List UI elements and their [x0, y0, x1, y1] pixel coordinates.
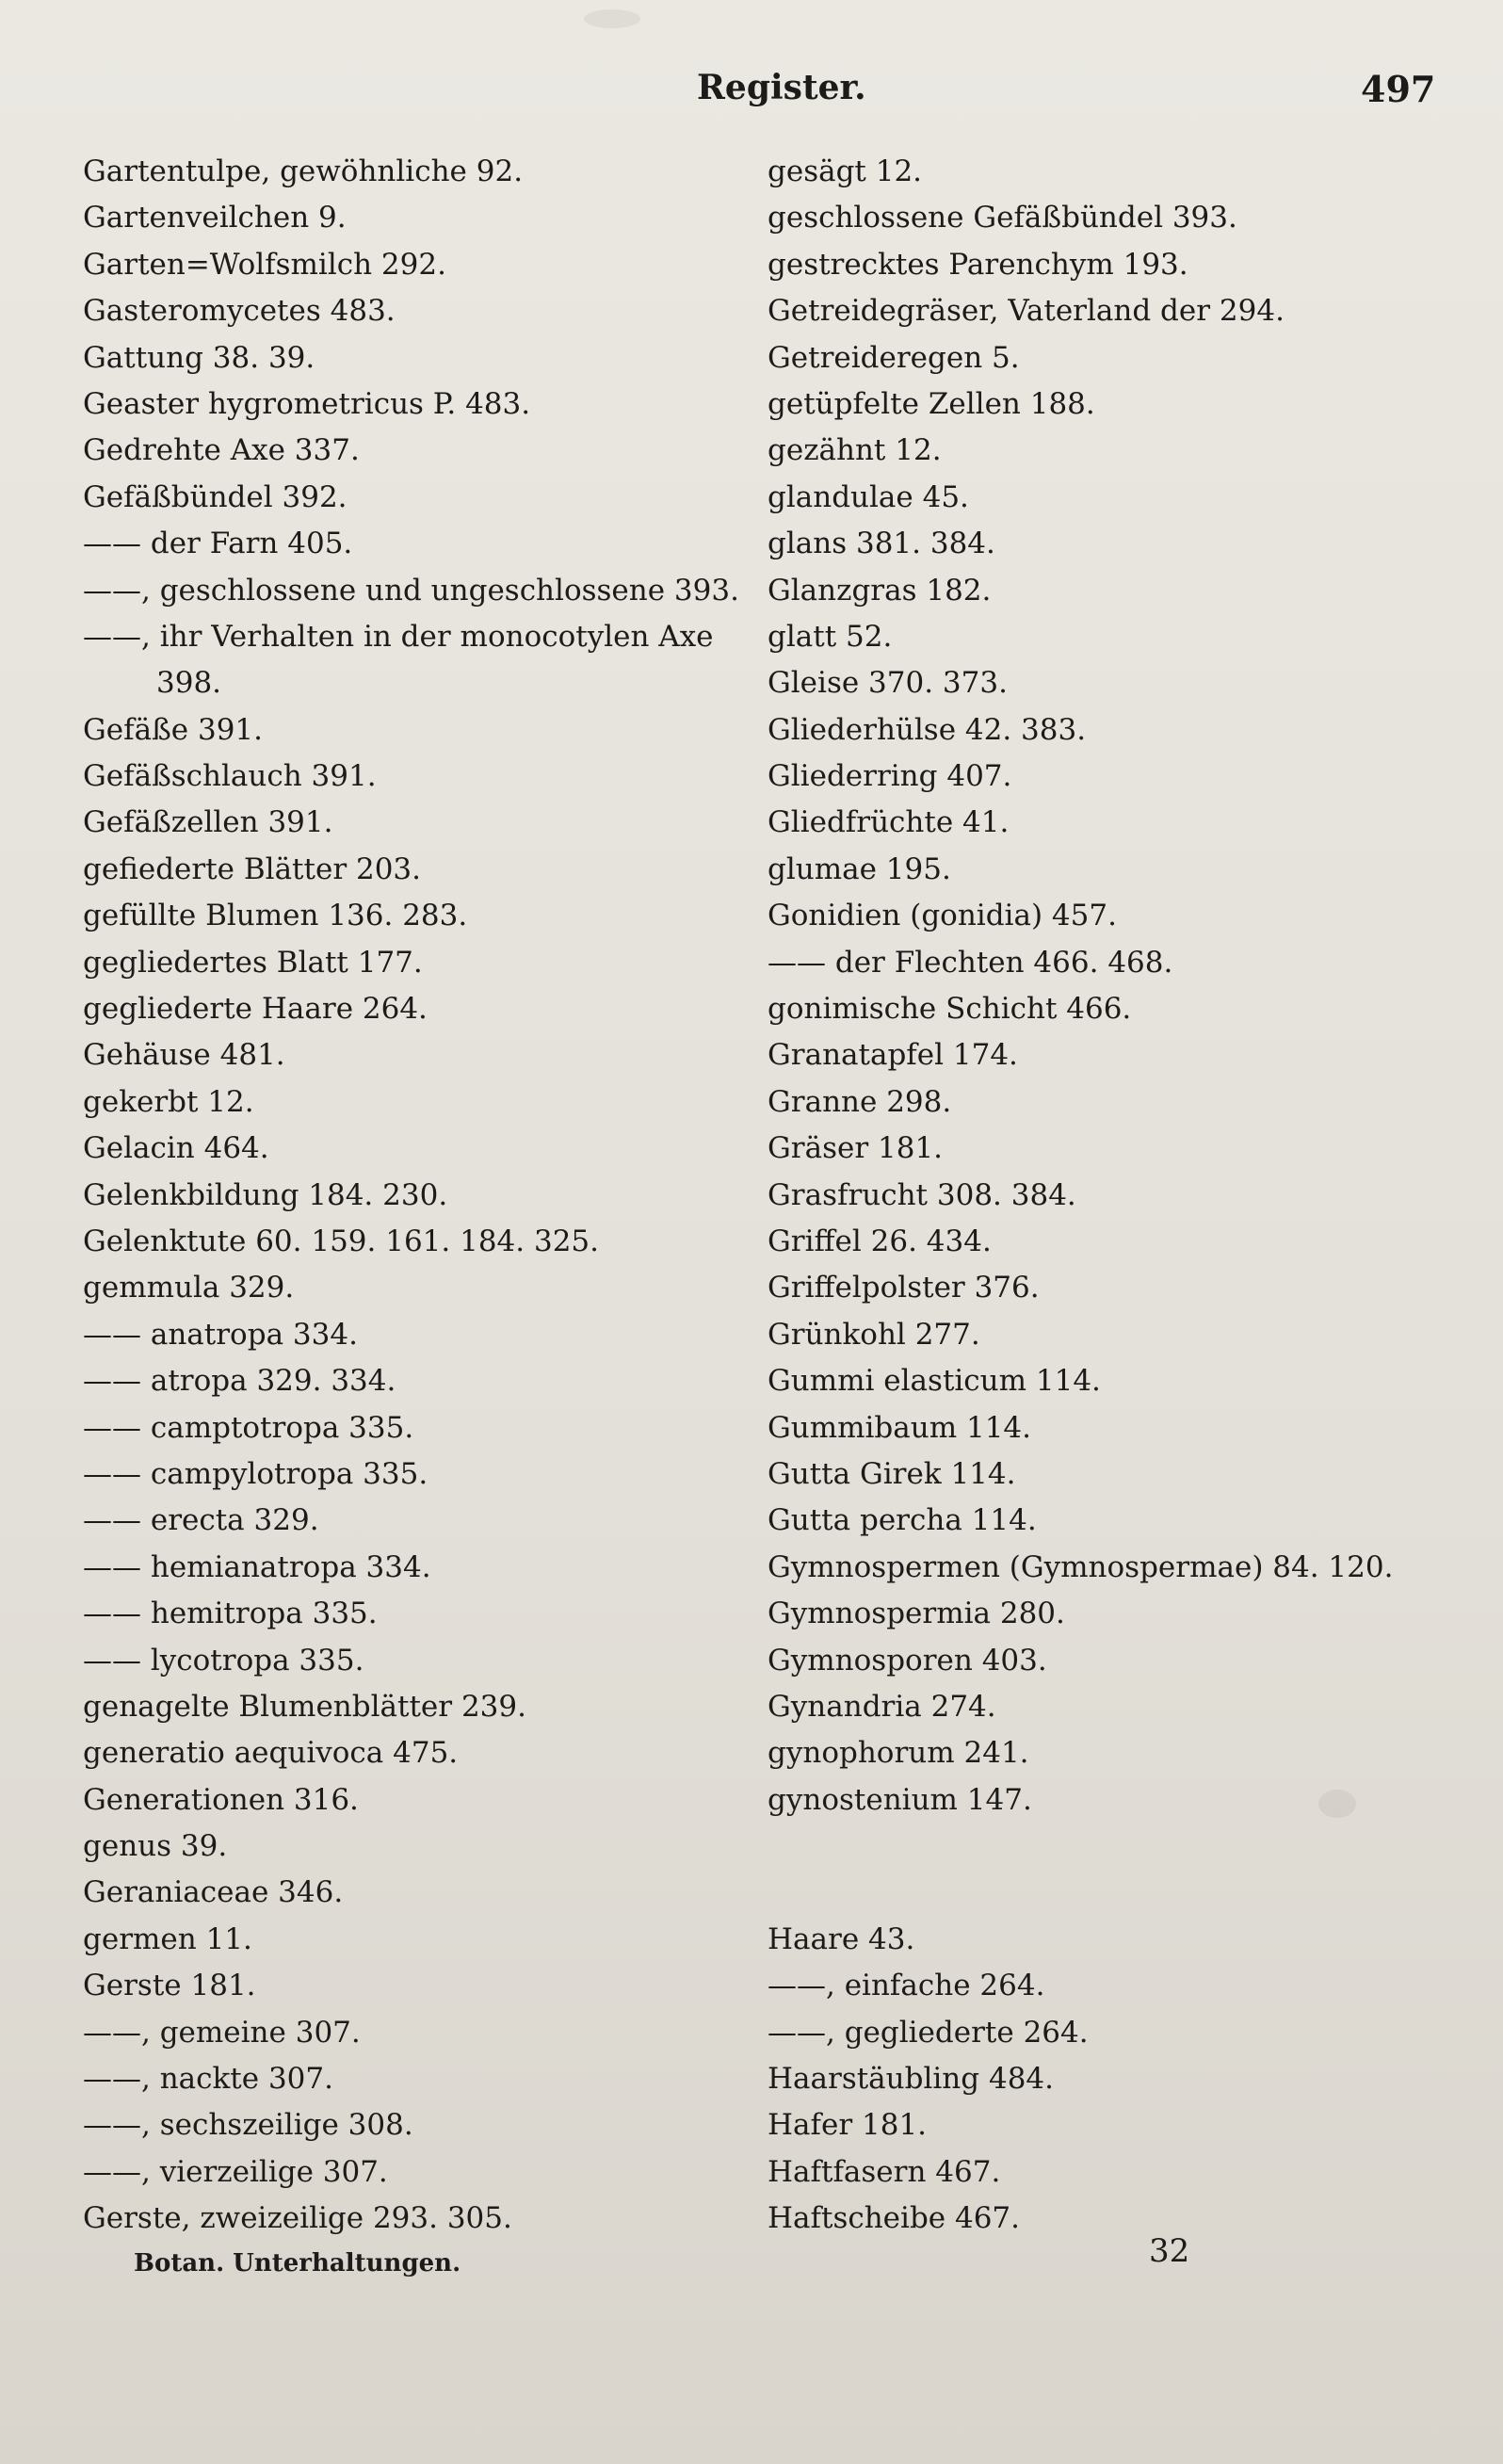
index-entry: —— atropa 329. 334. [83, 1364, 396, 1399]
index-entry: —— der Farn 405. [83, 527, 353, 561]
index-column-left [83, 149, 742, 2243]
index-entry: —— camptotropa 335. [83, 1410, 414, 1445]
index-entry: Gliederhülse 42. 383. [768, 712, 1087, 747]
index-entry: —— erecta 329. [83, 1503, 319, 1538]
index-entry: Hafer 181. [768, 2108, 928, 2143]
index-entry: Haftfasern 467. [768, 2154, 1001, 2189]
index-entry: Gonidien (gonidia) 457. [768, 899, 1117, 933]
index-entry: ——, sechszeilige 308. [83, 2108, 413, 2143]
index-entry: Griffel 26. 434. [768, 1224, 992, 1258]
index-entry: Gutta Girek 114. [768, 1456, 1016, 1491]
page-header [0, 68, 1503, 124]
index-entry: gynophorum 241. [768, 1736, 1029, 1771]
index-entry: Gefäßbündel 392. [83, 479, 347, 514]
index-entry: Gartenveilchen 9. [83, 201, 347, 235]
index-entry: —— hemitropa 335. [83, 1597, 378, 1631]
index-entry: Gelacin 464. [83, 1131, 269, 1166]
index-entry: ——, gemeine 307. [83, 2015, 361, 2050]
index-entry: Gelenkbildung 184. 230. [83, 1177, 448, 1212]
index-entry: ——, nackte 307. [83, 2062, 333, 2097]
index-entry: genagelte Blumenblätter 239. [83, 1689, 526, 1724]
index-entry: —— hemianatropa 334. [83, 1549, 431, 1584]
ink-spot [584, 9, 640, 28]
index-entry: Gerste 181. [83, 1969, 256, 2003]
index-entry: Geaster hygrometricus P. 483. [83, 386, 531, 421]
index-entry: Gymnosporen 403. [768, 1643, 1047, 1678]
index-entry: Gasteromycetes 483. [83, 294, 396, 329]
index-entry: Getreidegräser, Vaterland der 294. [768, 294, 1285, 329]
index-entry [768, 1870, 1427, 1916]
index-entry [768, 1824, 1427, 1870]
index-entry: gonimische Schicht 466. [768, 992, 1132, 1027]
index-entry: Granatapfel 174. [768, 1038, 1018, 1073]
index-entry: —— lycotropa 335. [83, 1643, 364, 1678]
index-entry: Gymnospermia 280. [768, 1597, 1065, 1631]
index-entry: —— der Flechten 466. 468. [768, 945, 1173, 980]
index-entry: —— anatropa 334. [83, 1317, 358, 1352]
index-entry: geschlossene Gefäßbündel 393. [768, 201, 1237, 235]
index-entry: glans 381. 384. [768, 527, 995, 561]
index-entry: ——, vierzeilige 307. [83, 2154, 388, 2189]
index-entry: germen 11. [83, 1921, 252, 1956]
page-number: 497 [1361, 68, 1436, 110]
index-entry: gefüllte Blumen 136. 283. [83, 899, 468, 933]
index-entry: Gliedfrüchte 41. [768, 805, 1010, 840]
index-entry: gemmula 329. [83, 1271, 295, 1305]
index-entry: gegliederte Haare 264. [83, 992, 428, 1027]
index-entry: Glanzgras 182. [768, 573, 992, 608]
index-entry: Gefäßzellen 391. [83, 805, 333, 840]
index-entry: ——, einfache 264. [768, 1969, 1045, 2003]
index-entry: Grasfrucht 308. 384. [768, 1177, 1076, 1212]
index-entry: Griffelpolster 376. [768, 1271, 1040, 1305]
index-column-right [768, 149, 1427, 2243]
signature-mark: 32 [1149, 2232, 1190, 2270]
index-entry: Haarstäubling 484. [768, 2062, 1054, 2097]
index-entry: gekerbt 12. [83, 1084, 254, 1119]
index-entry: Gliederring 407. [768, 759, 1012, 794]
index-entry: gynostenium 147. [768, 1782, 1032, 1817]
index-entry: glumae 195. [768, 851, 951, 886]
index-entry: ——, ihr Verhalten in der monocotylen Axe [83, 619, 714, 654]
index-entry: Gleise 370. 373. [768, 666, 1008, 701]
index-entry: Haare 43. [768, 1921, 915, 1956]
index-entry: genus 39. [83, 1829, 228, 1864]
index-entry: Gartentulpe, gewöhnliche 92. [83, 154, 524, 188]
index-entry: Generationen 316. [83, 1782, 359, 1817]
index-entry: Gefäße 391. [83, 712, 263, 747]
index-entry: Gedrehte Axe 337. [83, 433, 360, 468]
index-entry: glandulae 45. [768, 479, 969, 514]
index-entry: Gattung 38. 39. [83, 340, 315, 375]
index-entry: gezähnt 12. [768, 433, 942, 468]
index-entry: Gehäuse 481. [83, 1038, 285, 1073]
index-entry: Granne 298. [768, 1084, 952, 1119]
index-entry: getüpfelte Zellen 188. [768, 386, 1095, 421]
index-entry: —— campylotropa 335. [83, 1456, 428, 1491]
index-entry: Geraniaceae 346. [83, 1875, 344, 1910]
index-entry: Gefäßschlauch 391. [83, 759, 377, 794]
index-entry: Getreideregen 5. [768, 340, 1020, 375]
index-entry: ——, geschlossene und ungeschlossene 393. [83, 573, 739, 608]
book-title-footer: Botan. Unterhaltungen. [134, 2249, 461, 2278]
index-entry: generatio aequivoca 475. [83, 1736, 459, 1771]
index-entry: 398. [156, 666, 222, 701]
index-entry: glatt 52. [768, 619, 893, 654]
index-entry: Gynandria 274. [768, 1689, 996, 1724]
index-entry: Grünkohl 277. [768, 1317, 980, 1352]
index-entry: Gutta percha 114. [768, 1503, 1037, 1538]
index-entry: gefiederte Blätter 203. [83, 851, 422, 886]
index-entry: gesägt 12. [768, 154, 923, 188]
index-entry: Gummi elasticum 114. [768, 1364, 1101, 1399]
index-entry: Gelenktute 60. 159. 161. 184. 325. [83, 1224, 600, 1258]
index-entry: Gummibaum 114. [768, 1410, 1031, 1445]
index-entry: Gymnospermen (Gymnospermae) 84. 120. [768, 1549, 1394, 1584]
index-entry: Gerste, zweizeilige 293. 305. [83, 2201, 512, 2236]
running-head: Register. [697, 68, 866, 107]
index-entry: Garten=Wolfsmilch 292. [83, 247, 446, 282]
index-entry: Gräser 181. [768, 1131, 944, 1166]
index-entry: Haftscheibe 467. [768, 2201, 1021, 2236]
index-entry: gegliedertes Blatt 177. [83, 945, 423, 980]
index-entry: gestrecktes Parenchym 193. [768, 247, 1188, 282]
index-entry: ——, gegliederte 264. [768, 2015, 1089, 2050]
